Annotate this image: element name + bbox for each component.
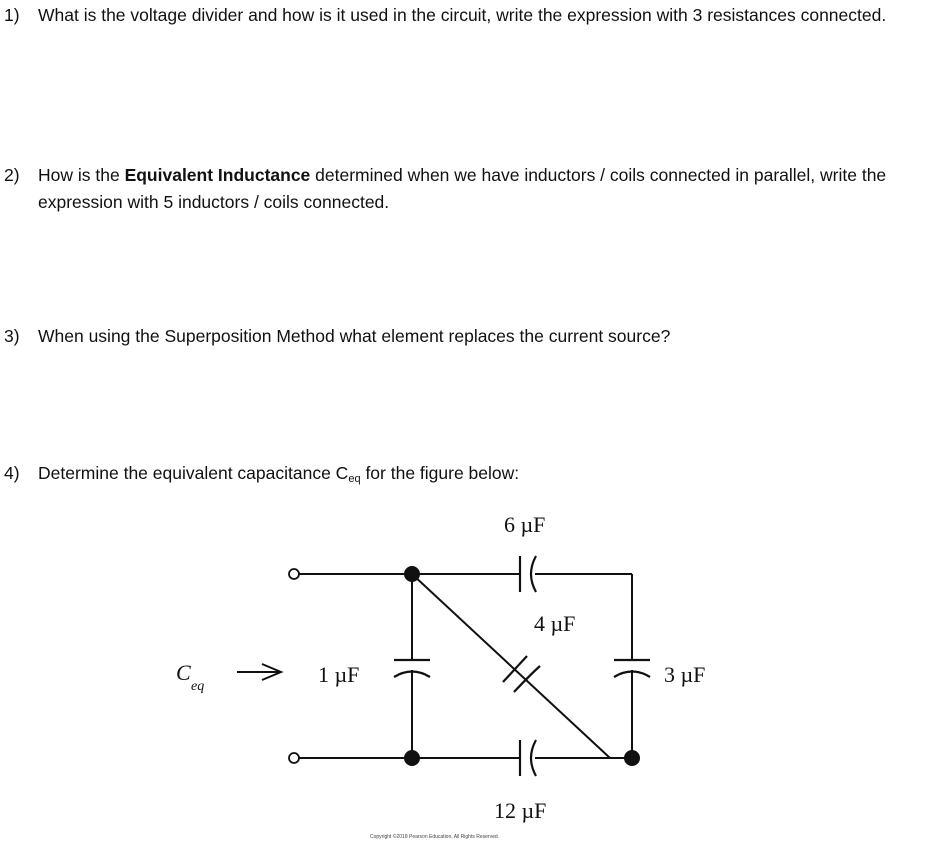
node-bottom-right bbox=[624, 750, 640, 766]
node-top-left bbox=[404, 566, 420, 582]
question-2-number: 2) bbox=[4, 165, 20, 185]
label-4uf: 4 µF bbox=[534, 611, 576, 636]
label-1uf: 1 µF bbox=[318, 662, 360, 687]
question-1-text: What is the voltage divider and how is it used in the circuit, write the expression with 3 resistances connected. bbox=[38, 5, 887, 25]
question-3-number: 3) bbox=[4, 326, 20, 346]
question-1-number: 1) bbox=[4, 5, 20, 25]
question-4-text-pre: Determine the equivalent capacitance C bbox=[38, 463, 349, 483]
label-ceq: C bbox=[176, 660, 191, 685]
question-4-text-sub: eq bbox=[348, 473, 361, 485]
node-bottom-left bbox=[404, 750, 420, 766]
label-3uf: 3 µF bbox=[664, 662, 706, 687]
question-2-text-pre: How is the bbox=[38, 165, 125, 185]
copyright-note: Copyright ©2018 Pearson Education, All Rights Reserved. bbox=[370, 834, 500, 840]
question-3-text: When using the Superposition Method what element replaces the current source? bbox=[38, 326, 671, 346]
question-2-text-post: determined when we have inductors / coils connected in parallel, write the expression with 5 inductors / coils connected. bbox=[38, 165, 887, 212]
label-ceq-sub: eq bbox=[191, 679, 205, 694]
question-4-number: 4) bbox=[4, 463, 20, 483]
terminal-bottom bbox=[289, 753, 299, 763]
question-2-bold-term: Equivalent Inductance bbox=[124, 165, 311, 185]
wire-diagonal bbox=[412, 574, 610, 758]
terminal-top bbox=[289, 569, 299, 579]
question-4-text-post: for the figure below: bbox=[360, 463, 520, 483]
label-6uf: 6 µF bbox=[504, 512, 546, 537]
label-12uf: 12 µF bbox=[494, 798, 547, 823]
